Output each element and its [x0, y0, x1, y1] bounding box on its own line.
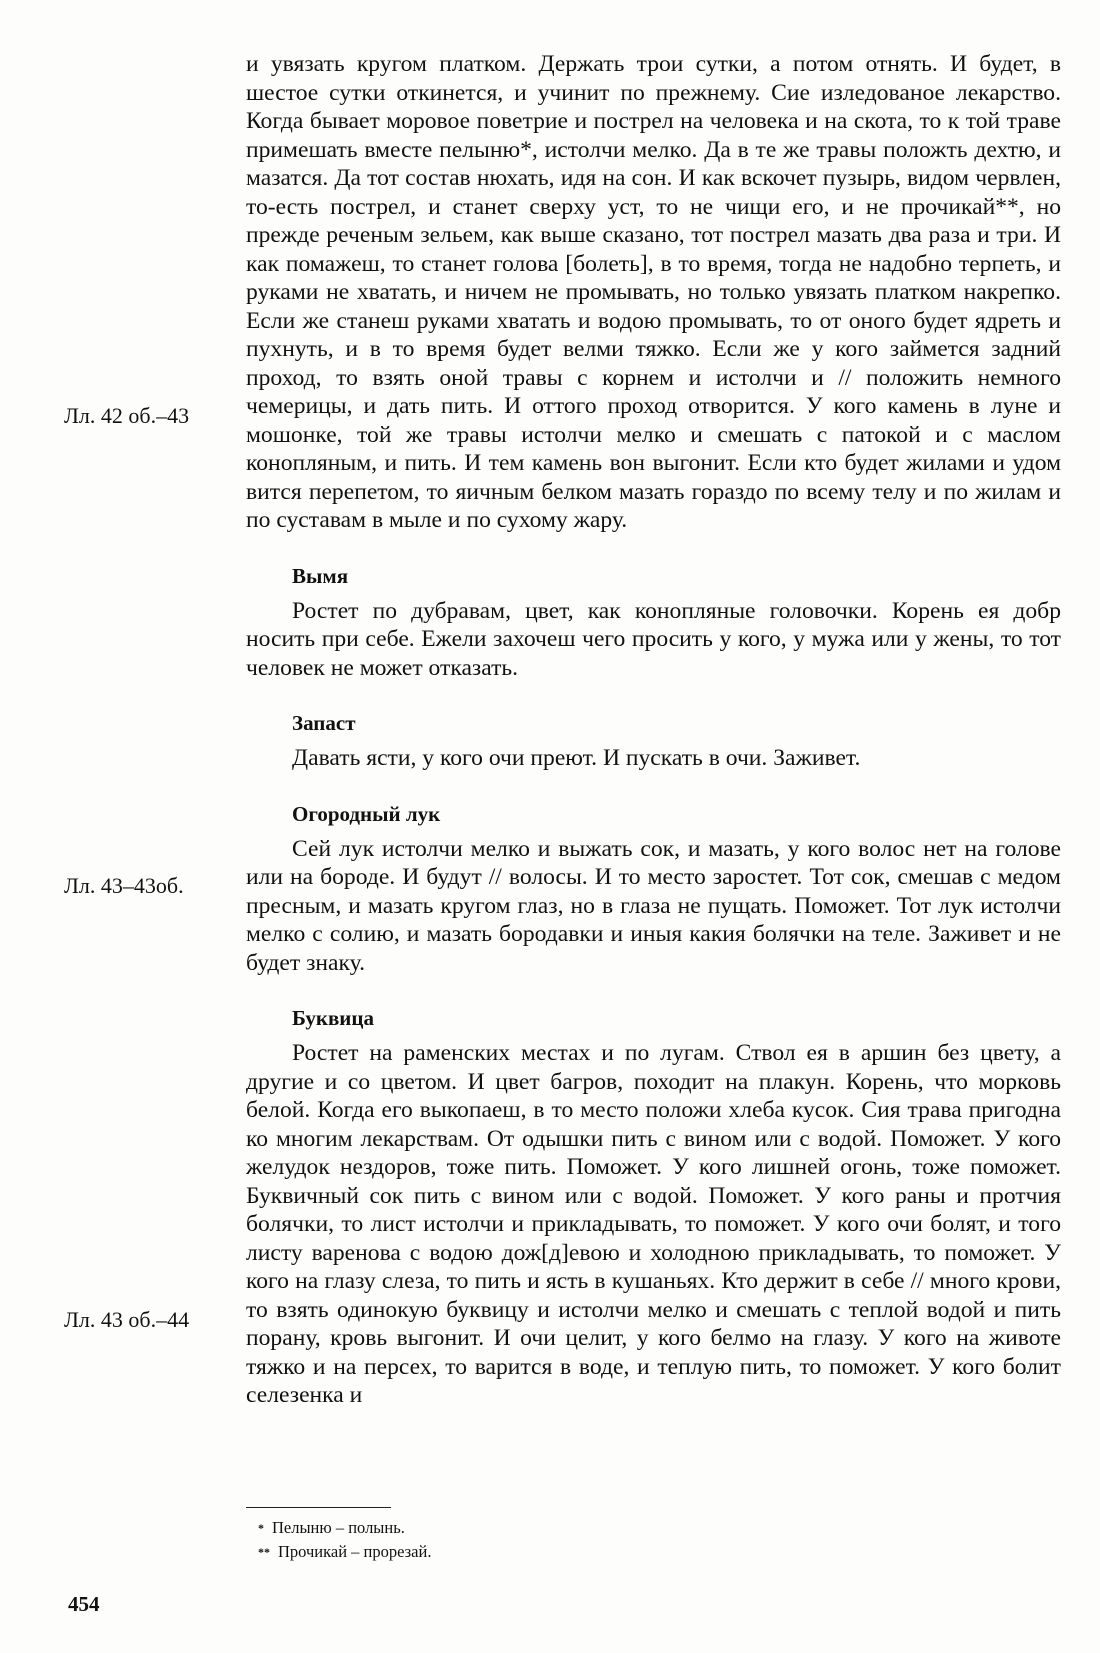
footnote	[258, 1540, 431, 1564]
margin-note-folio: Лл. 43 об.–44	[64, 1307, 190, 1332]
section-heading: Запаст	[292, 711, 356, 735]
main-text-column	[246, 50, 1061, 1410]
margin-note-folio: Лл. 42 об.–43	[64, 403, 190, 428]
footnote-mark: **	[258, 1545, 270, 1559]
section-paragraph: Давать ясти, у кого очи преют. И пускать в очи. Заживет.	[292, 745, 861, 771]
footnote-divider	[246, 1507, 391, 1508]
section-paragraph: Ростет по дубравам, цвет, как конопляные головочки. Корень ея добр носить при себе. Ежели захочеш чего просить у кого, у мужа или у жены, то тот человек не может отказать.	[246, 597, 1061, 681]
footnote	[258, 1516, 431, 1540]
section-heading: Буквица	[292, 1006, 375, 1030]
section-paragraph: Ростет на раменских местах и по лугам. Ствол ея в аршин без цвету, а другие и со цветом. И цвет багров, походит на плакун. Корень, что морковь белой. Когда его выкопаеш, в то место положи хлеба кусок. Сия трава пригодна ко многим лекарствам. От одышки пить с вином или с водой. Поможет. У кого желудок нездоров, тоже пить. Поможет. У кого лишней огонь, тоже поможет. Буквичный сок пить с вином или с водой. Поможет. У кого раны и протчия болячки, то лист истолчи и прикладывать, то поможет. У кого очи болят, и того листу варенова с водою дож[д]евою и холодною прикладывать, то поможет. У кого на глазу слеза, то пить и ясть в кушаньях. Кто держит в себе // много крови, то взять одинокую буквицу и истолчи мелко и смешать с теплой водой и пить порану, кровь выгонит. И очи целит, у кого белмо на глазу. У кого на животе тяжко и на персех, то варится в воде, и теплую пить, то поможет. У кого болит селезенка и	[246, 1040, 1061, 1408]
footnote-mark: *	[258, 1521, 264, 1535]
section-heading: Вымя	[292, 563, 349, 588]
page-number: 454	[68, 1592, 100, 1616]
footnotes	[258, 1516, 431, 1564]
section-heading: Огородный лук	[292, 801, 441, 826]
footnote-text: Прочикай – прорезай.	[278, 1542, 432, 1561]
margin-note-folio: Лл. 43–43об.	[64, 873, 184, 898]
section-paragraph: Сей лук истолчи мелко и выжать сок, и мазать, у кого волос нет на голове или на бороде. И будут // волосы. И то место заростет. Тот сок, смешав с медом пресным, и мазать кругом глаз, но в глаза не пущать. Поможет. Тот лук истолчи мелко с солию, и мазать бородавки и иныя какия болячки на теле. Заживет и не будет знаку.	[246, 835, 1061, 976]
footnote-text: Пелыню – полынь.	[272, 1518, 405, 1537]
opening-paragraph: и увязать кругом платком. Держать трои сутки, а потом отнять. И будет, в шестое сутки откинется, и учинит по прежнему. Сие изледованое лекарство. Когда бывает моровое поветрие и пострел на человека и на скота, то к той траве примешать вместе пелыню*, истолчи мелко. Да в те же травы положть дехтю, и мазатся. Да тот состав нюхать, идя на сон. И как вскочет пузырь, видом червлен, то-есть пострел, и станет сверху уст, то не чищи его, и не прочикай**, но прежде реченым зельем, как выше сказано, тот пострел мазать два раза и три. И как помажеш, то станет голова [болеть], в то время, тогда не надобно терпеть, и руками не хватать, и ничем не промывать, но только увязать платком накрепко. Если же станеш руками хватать и водою промывать, то от оного будет ядреть и пухнуть, и в то время будет велми тяжко. Если же у кого займется задний проход, то взять оной травы с корнем и истолчи и // положить немного чемерицы, и дать пить. И оттого проход отворится. У кого камень в луне и мошонке, той же травы истолчи мелко и смешать с патокой и с маслом конопляным, и пить. И тем камень вон выгонит. Если кто будет жилами и удом вится перепетом, то яичным белком мазать гораздо по всему телу и по жилам и по суставам в мыле и по сухому жару.	[246, 51, 1061, 533]
